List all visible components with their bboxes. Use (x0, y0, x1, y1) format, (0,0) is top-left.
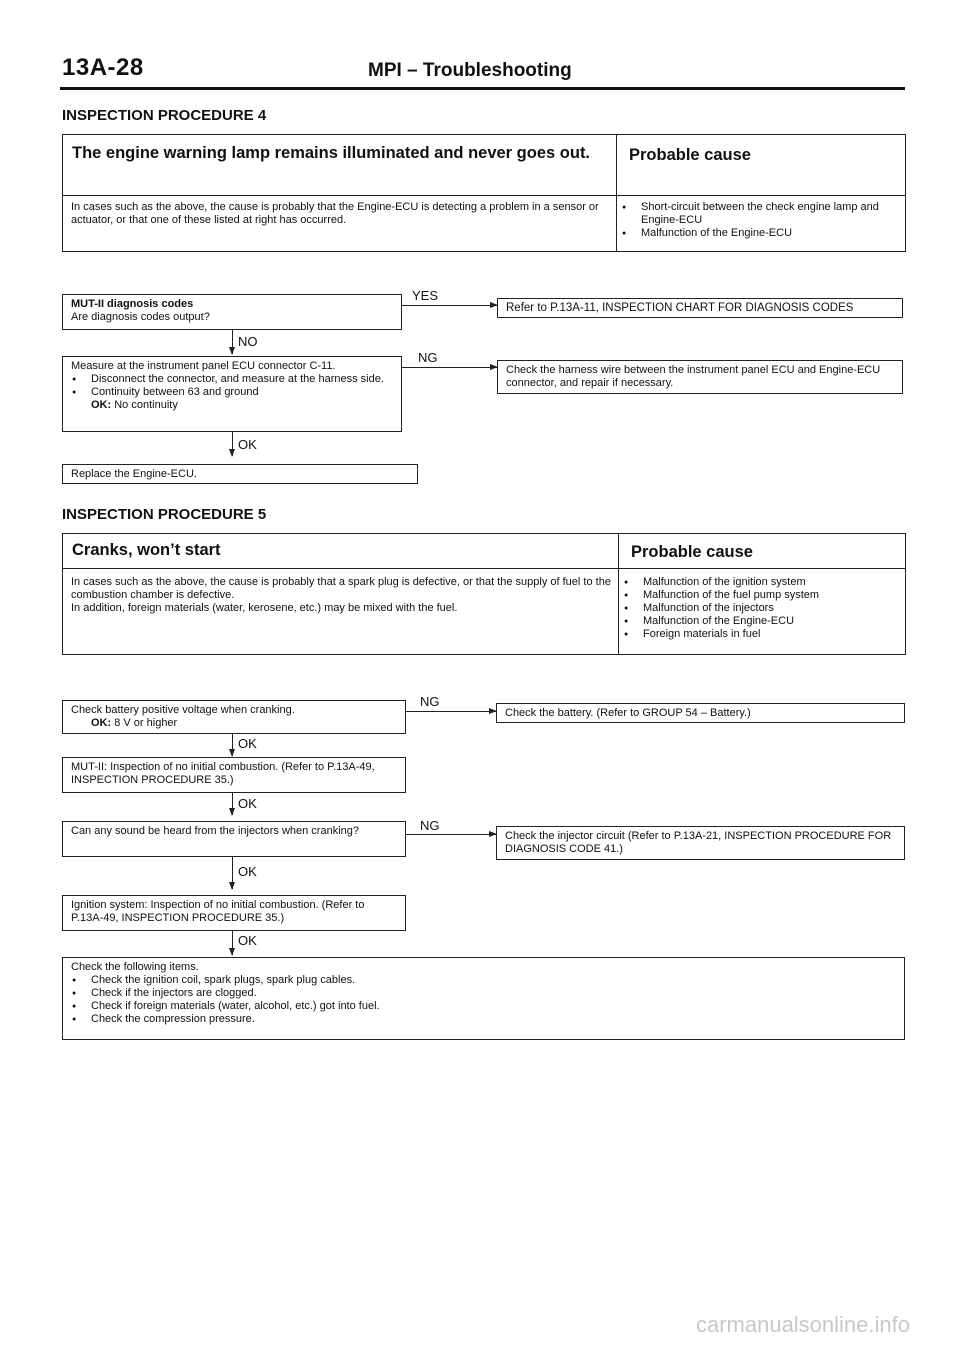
probable-cause-heading: Probable cause (631, 543, 753, 561)
table-divider (618, 534, 619, 654)
step-text: Check battery positive voltage when cranking. (71, 704, 295, 716)
page-number: 13A-28 (62, 54, 144, 81)
list-item: ● Short-circuit between the check engine lamp and Engine-ECU (619, 201, 899, 227)
list-item: ● Check the compression pressure. (69, 1013, 896, 1026)
step-battery-voltage (62, 700, 406, 734)
check-items-list (69, 974, 896, 1026)
ok-label: OK (238, 796, 257, 811)
no-label: NO (238, 334, 258, 349)
action-check-battery: Check the battery. (Refer to GROUP 54 – Battery.) (496, 703, 905, 723)
step-measure-connector (62, 356, 402, 432)
ng-label: NG (420, 818, 440, 833)
ng-label: NG (418, 350, 438, 365)
no-arrow (232, 330, 233, 354)
step-ignition-inspection: Ignition system: Inspection of no initial combustion. (Refer to P.13A-49, INSPECTION PROCEDURE 35.) (62, 895, 406, 931)
table-header-rule (63, 195, 905, 196)
ng-arrow (406, 711, 496, 712)
list-item: ● Disconnect the connector, and measure at the harness side. (69, 373, 393, 386)
procedure-4-title: INSPECTION PROCEDURE 4 (62, 107, 267, 124)
ok-key: OK: (91, 717, 112, 729)
ok-value: 8 V or higher (114, 717, 178, 729)
step-mut-inspection: MUT-II: Inspection of no initial combustion. (Refer to P.13A-49, INSPECTION PROCEDURE 35.) (62, 757, 406, 793)
symptom-description: In cases such as the above, the cause is probably that the Engine-ECU is detecting a problem in a sensor or actuator, or that one of these listed at right has occurred. (71, 201, 599, 226)
symptom-description (71, 576, 616, 615)
ok-criterion (71, 717, 397, 730)
step-injector-sound: Can any sound be heard from the injectors when cranking? (62, 821, 406, 857)
list-item: ● Foreign materials in fuel (621, 628, 901, 641)
action-check-injector-circuit: Check the injector circuit (Refer to P.13A-21, INSPECTION PROCEDURE FOR DIAGNOSIS CODE 41.) (496, 826, 905, 860)
symptom-heading: Cranks, won’t start (72, 541, 221, 559)
probable-cause-list (619, 201, 899, 240)
watermark: carmanualsonline.info (695, 1312, 910, 1337)
description-line: In cases such as the above, the cause is probably that a spark plug is defective, or that the supply of fuel to the combustion chamber is defective. (71, 576, 611, 601)
list-item: ● Malfunction of the Engine-ECU (619, 227, 899, 240)
yes-label: YES (412, 288, 439, 303)
ng-arrow (406, 834, 496, 835)
yes-arrow (402, 305, 497, 306)
ng-arrow (402, 367, 497, 368)
step-bullets (69, 373, 393, 399)
ok-arrow (232, 432, 233, 456)
procedure-4-table (62, 134, 906, 252)
ok-arrow (232, 857, 233, 889)
probable-cause-heading: Probable cause (629, 146, 751, 164)
list-item: ● Continuity between 63 and ground (69, 386, 393, 399)
step-diagnosis-codes (62, 294, 402, 330)
description-line: In addition, foreign materials (water, kerosene, etc.) may be mixed with the fuel. (71, 602, 458, 614)
table-header-rule (63, 568, 905, 569)
ok-label: OK (238, 933, 257, 948)
list-item: ● Check the ignition coil, spark plugs, spark plug cables. (69, 974, 896, 987)
step-replace-ecu: Replace the Engine-ECU. (62, 464, 418, 484)
list-item: ● Malfunction of the Engine-ECU (621, 615, 901, 628)
procedure-5-title: INSPECTION PROCEDURE 5 (62, 506, 267, 523)
ok-value: No continuity (114, 399, 178, 411)
list-item: ● Check if foreign materials (water, alcohol, etc.) got into fuel. (69, 1000, 896, 1013)
step-check-items (62, 957, 905, 1040)
ok-criterion (71, 399, 393, 412)
list-item: ● Malfunction of the fuel pump system (621, 589, 901, 602)
action-diagnosis-chart: Refer to P.13A-11, INSPECTION CHART FOR DIAGNOSIS CODES (497, 298, 903, 318)
list-item: ● Malfunction of the injectors (621, 602, 901, 615)
step-question: Are diagnosis codes output? (71, 311, 210, 323)
header-rule (60, 87, 905, 90)
action-check-harness: Check the harness wire between the instrument panel ECU and Engine-ECU connector, and repair if necessary. (497, 360, 903, 394)
ok-arrow (232, 793, 233, 815)
list-item: ● Check if the injectors are clogged. (69, 987, 896, 1000)
step-text: Check the following items. (71, 961, 199, 973)
step-text: Measure at the instrument panel ECU connector C-11. (71, 360, 336, 372)
symptom-heading: The engine warning lamp remains illuminated and never goes out. (72, 144, 591, 162)
ok-label: OK (238, 864, 257, 879)
ok-arrow (232, 734, 233, 756)
probable-cause-list (621, 576, 901, 641)
page-title: MPI – Troubleshooting (368, 60, 572, 81)
ng-label: NG (420, 694, 440, 709)
list-item: ● Malfunction of the ignition system (621, 576, 901, 589)
procedure-5-table (62, 533, 906, 655)
step-title: MUT-II diagnosis codes (71, 298, 194, 310)
ok-label: OK (238, 736, 257, 751)
ok-label: OK (238, 437, 257, 452)
ok-arrow (232, 931, 233, 955)
ok-key: OK: (91, 399, 112, 411)
table-divider (616, 135, 617, 251)
